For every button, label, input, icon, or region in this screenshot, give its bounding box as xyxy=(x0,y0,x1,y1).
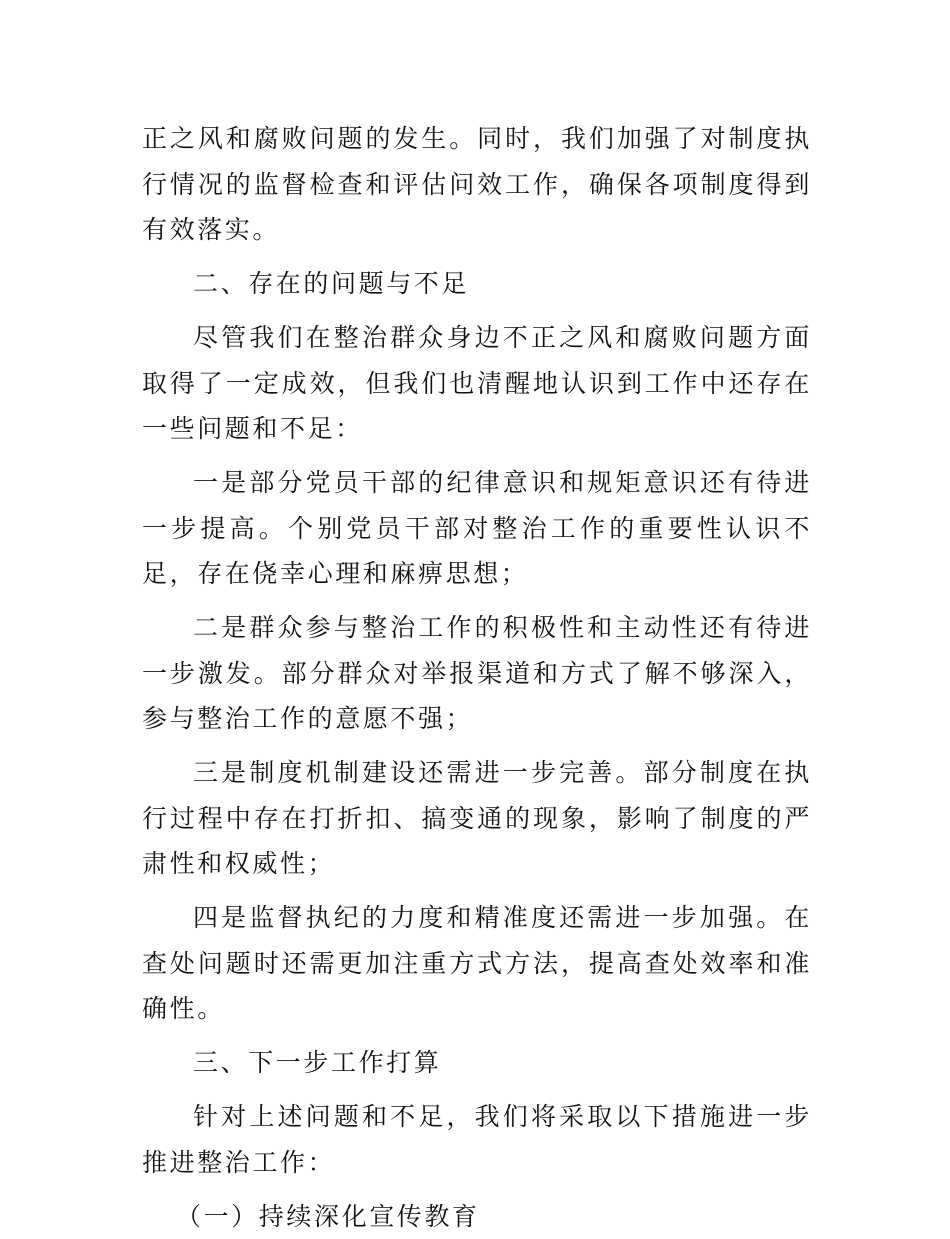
section-heading-next-steps: 三、下一步工作打算 xyxy=(142,1040,812,1086)
subheading-propaganda-education: （一）持续深化宣传教育 xyxy=(142,1194,812,1239)
paragraph-continuation: 正之风和腐败问题的发生。同时，我们加强了对制度执行情况的监督检查和评估问效工作，确保各项制度得到有效落实。 xyxy=(142,116,812,253)
paragraph-problem-1: 一是部分党员干部的纪律意识和规矩意识还有待进一步提高。个别党员干部对整治工作的重要性认识不足，存在侥幸心理和麻痹思想； xyxy=(142,460,812,597)
section-heading-problems: 二、存在的问题与不足 xyxy=(142,261,812,307)
paragraph-problem-3: 三是制度机制建设还需进一步完善。部分制度在执行过程中存在打折扣、搞变通的现象，影响了制度的严肃性和权威性； xyxy=(142,750,812,887)
paragraph-problem-2: 二是群众参与整治工作的积极性和主动性还有待进一步激发。部分群众对举报渠道和方式了解不够深入，参与整治工作的意愿不强； xyxy=(142,605,812,742)
paragraph-next-steps-intro: 针对上述问题和不足，我们将采取以下措施进一步推进整治工作： xyxy=(142,1094,812,1185)
paragraph-problem-4: 四是监督执纪的力度和精准度还需进一步加强。在查处问题时还需更加注重方式方法，提高查处效率和准确性。 xyxy=(142,895,812,1032)
document-body xyxy=(142,116,812,1239)
paragraph-problems-intro: 尽管我们在整治群众身边不正之风和腐败问题方面取得了一定成效，但我们也清醒地认识到工作中还存在一些问题和不足： xyxy=(142,315,812,452)
